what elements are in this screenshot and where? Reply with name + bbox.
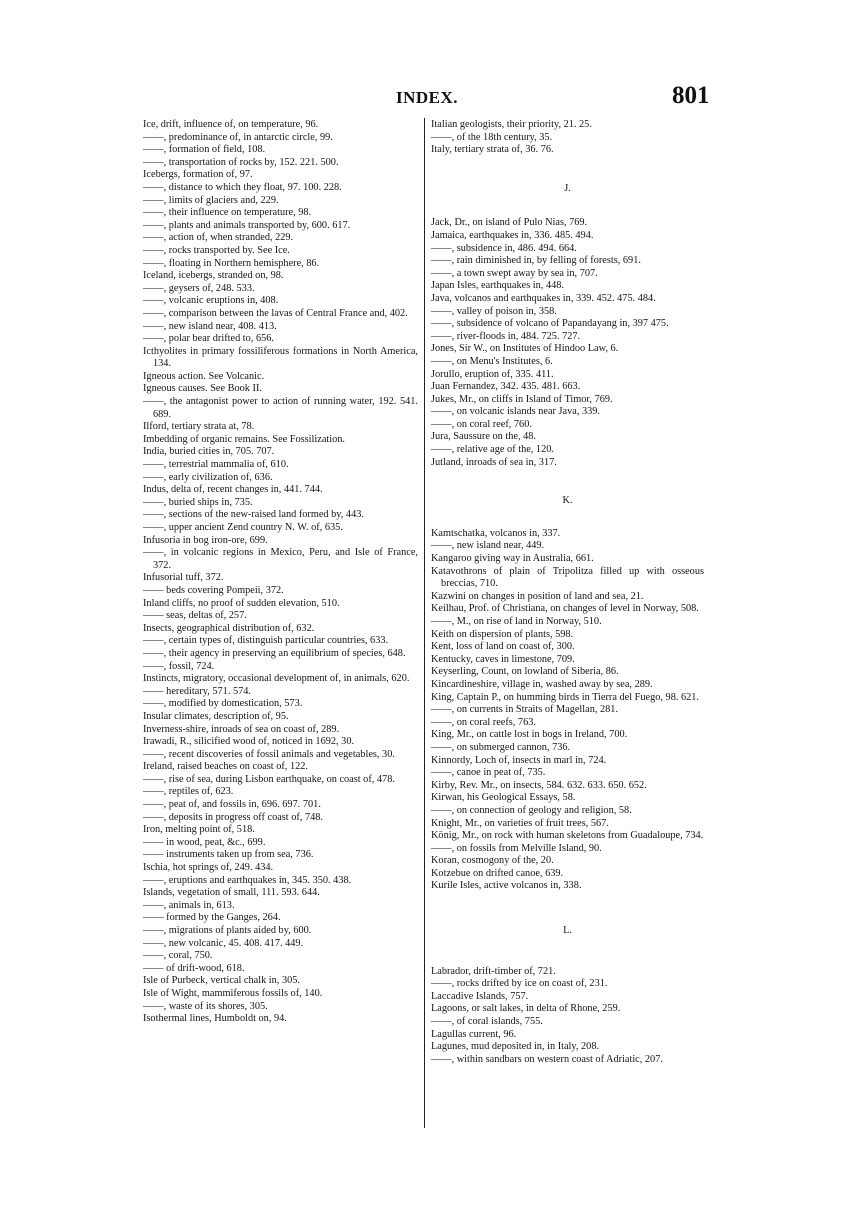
section-letter-heading: K. (562, 495, 573, 507)
index-entry: ——, transportation of rocks by, 152. 221. 500. (143, 156, 339, 168)
index-entry: ——, on volcanic islands near Java, 339. (431, 406, 600, 418)
index-entry: Lagoons, or salt lakes, in delta of Rhone, 259. (431, 1003, 621, 1015)
index-entry: —— formed by the Ganges, 264. (143, 912, 281, 924)
index-entry: Katavothrons of plain of Tripolitza filled up with osseous breccias, 710. (431, 565, 704, 590)
index-entry: Kirby, Rev. Mr., on insects, 584. 632. 633. 650. 652. (431, 779, 647, 791)
index-entry: Ireland, raised beaches on coast of, 122. (143, 761, 308, 773)
index-entry: Indus, delta of, recent changes in, 441. 744. (143, 484, 323, 496)
index-entry: ——, terrestrial mammalia of, 610. (143, 459, 289, 471)
index-entry: Islands, vegetation of small, 111. 593. 644. (143, 887, 320, 899)
index-entry: Isle of Wight, mammiferous fossils of, 140. (143, 987, 323, 999)
index-entry: ——, of coral islands, 755. (431, 1016, 543, 1028)
index-entry: India, buried cities in, 705. 707. (143, 446, 275, 458)
index-entry: Iceland, icebergs, stranded on, 98. (143, 270, 284, 282)
index-entry: ——, subsidence in, 486. 494. 664. (431, 242, 577, 254)
index-entry: ——, relative age of the, 120. (431, 444, 554, 456)
index-entry: ——, on Menu's Institutes, 6. (431, 355, 553, 367)
index-entry: Lagunes, mud deposited in, in Italy, 208. (431, 1041, 600, 1053)
index-entry: ——, sections of the new-raised land formed by, 443. (143, 509, 364, 521)
index-entry: ——, of the 18th century, 35. (431, 131, 553, 143)
index-entry: ——, geysers of, 248. 533. (143, 282, 255, 294)
index-entry: Keyserling, Count, on lowland of Siberia, 86. (431, 666, 619, 678)
index-entry: ——, limits of glaciers and, 229. (143, 194, 279, 206)
index-entry: Italian geologists, their priority, 21. 25. (431, 119, 592, 130)
index-entry: Infusoria in bog iron-ore, 699. (143, 534, 268, 546)
index-entry: Infusorial tuff, 372. (143, 572, 224, 584)
index-entry: ——, on coral reef, 760. (431, 418, 532, 430)
index-entry: ——, their agency in preserving an equilibrium of species, 648. (143, 647, 406, 659)
index-entry: ——, coral, 750. (143, 950, 213, 962)
index-entry: König, Mr., on rock with human skeletons from Guadaloupe, 734. (431, 830, 704, 842)
index-entry: ——, on submerged cannon, 736. (431, 741, 571, 753)
index-entry: ——, subsidence of volcano of Papandayang in, 397 475. (431, 318, 669, 330)
index-entry: Jura, Saussure on the, 48. (431, 431, 536, 443)
index-entry: ——, migrations of plants aided by, 600. (143, 925, 312, 936)
index-entry: Kamtschatka, volcanos in, 337. (431, 527, 561, 539)
index-entry: Jack, Dr., on island of Pulo Nias, 769. (431, 217, 588, 229)
index-entry: Ilford, tertiary strata at, 78. (143, 421, 255, 433)
index-entry: Iron, melting point of, 518. (143, 824, 255, 836)
index-entry: ——, recent discoveries of fossil animals and vegetables, 30. (143, 748, 395, 760)
index-entry: ——, in volcanic regions in Mexico, Peru, and Isle of France, 372. (143, 547, 418, 571)
index-entry: Kazwini on changes in position of land and sea, 21. (431, 590, 644, 602)
index-entry: Jones, Sir W., on Institutes of Hindoo Law, 6. (431, 343, 619, 355)
index-entry: Inverness-shire, inroads of sea on coast of, 289. (143, 723, 340, 735)
index-entry: ——, reptiles of, 623. (143, 786, 234, 798)
index-entry: ——, on coral reefs, 763. (431, 716, 536, 728)
index-entry: Igneous action. See Volcanic. (143, 370, 265, 382)
index-entry: ——, certain types of, distinguish particular countries, 633. (143, 635, 389, 647)
index-entry: —— in wood, peat, &c., 699. (143, 836, 266, 848)
index-entry: Jutland, inroads of sea in, 317. (431, 456, 557, 468)
index-entry: ——, new volcanic, 45. 408. 417. 449. (143, 937, 304, 949)
index-entry: ——, rocks transported by. See Ice. (143, 244, 290, 256)
index-entry: ——, floating in Northern hemisphere, 86. (143, 257, 320, 269)
index-entry: Irawadi, R., silicified wood of, noticed in 1692, 30. (143, 736, 355, 748)
index-entry: —— seas, deltas of, 257. (143, 610, 247, 622)
index-entry: Knight, Mr., on varieties of fruit trees, 567. (431, 817, 609, 829)
index-entry: Kinnordy, Loch of, insects in marl in, 724. (431, 754, 607, 766)
index-entry: ——, new island near, 408. 413. (143, 320, 277, 332)
index-entry: ——, action of, when stranded, 229. (143, 232, 294, 244)
index-entry: Igneous causes. See Book II. (143, 383, 262, 395)
index-entry: Koran, cosmogony of the, 20. (431, 855, 554, 867)
index-entry: ——, on connection of geology and religion, 58. (431, 804, 632, 816)
index-entry: ——, their influence on temperature, 98. (143, 207, 312, 219)
index-entry: Insects, geographical distribution of, 632. (143, 622, 315, 634)
index-entry: Kincardineshire, village in, washed away by sea, 289. (431, 678, 653, 690)
index-entry: King, Captain P., on humming birds in Tierra del Fuego, 98. 621. (431, 691, 700, 703)
index-entry: ——, animals in, 613. (143, 899, 235, 911)
index-entry: ——, on fossils from Melville Island, 90. (431, 842, 602, 854)
index-entry: Icebergs, formation of, 97. (143, 169, 253, 181)
index-entry: Isothermal lines, Humboldt on, 94. (143, 1013, 287, 1025)
index-entry: ——, waste of its shores, 305. (143, 1000, 268, 1012)
index-entry: —— of drift-wood, 618. (143, 962, 245, 974)
index-entry: ——, modified by domestication, 573. (143, 698, 303, 710)
index-column-left (143, 119, 418, 1026)
index-entry: Isle of Purbeck, vertical chalk in, 305. (143, 975, 300, 987)
index-entry: ——, upper ancient Zend country N. W. of, 635. (143, 522, 343, 533)
index-entry: ——, fossil, 724. (143, 660, 215, 672)
index-entry: Jamaica, earthquakes in, 336. 485. 494. (431, 229, 594, 241)
index-entry: ——, polar bear drifted to, 656. (143, 333, 274, 345)
index-entry: ——, formation of field, 108. (143, 144, 266, 156)
index-entry: ——, river-floods in, 484. 725. 727. (431, 330, 581, 342)
index-entry: ——, eruptions and earthquakes in, 345. 350. 438. (143, 874, 352, 886)
index-entry: Juan Fernandez, 342. 435. 481. 663. (431, 381, 581, 393)
index-entry: Kangaroo giving way in Australia, 661. (431, 553, 594, 565)
index-entry: Jorullo, eruption of, 335. 411. (431, 368, 554, 380)
index-column-right (431, 119, 704, 1066)
index-entry: ——, plants and animals transported by, 600. 617. (143, 219, 351, 231)
index-entry: Kentucky, caves in limestone, 709. (431, 653, 575, 665)
index-entry: Lagullas current, 96. (431, 1028, 517, 1040)
index-entry: Ischia, hot springs of, 249. 434. (143, 862, 274, 874)
index-entry: Keith on dispersion of plants, 598. (431, 628, 574, 640)
index-entry: ——, buried ships in, 735. (143, 496, 253, 508)
index-entry: ——, rocks drifted by ice on coast of, 231. (431, 978, 608, 990)
index-entry: —— hereditary, 571. 574. (143, 685, 251, 697)
index-entry: ——, M., on rise of land in Norway, 510. (431, 616, 602, 627)
index-entry: Insular climates, description of, 95. (143, 710, 289, 722)
index-entry: Inland cliffs, no proof of sudden elevation, 510. (143, 597, 340, 609)
index-entry: Icthyolites in primary fossiliferous formations in North America, 134. (143, 345, 418, 370)
index-entry: ——, rise of sea, during Lisbon earthquake, on coast of, 478. (143, 773, 395, 785)
index-entry: ——, volcanic eruptions in, 408. (143, 295, 279, 307)
index-entry: ——, deposits in progress off coast of, 748. (143, 811, 323, 823)
index-entry: Italy, tertiary strata of, 36. 76. (431, 144, 554, 156)
index-entry: Keilhau, Prof. of Christiana, on changes of level in Norway, 508. (431, 603, 699, 615)
index-entry: ——, distance to which they float, 97. 100. 228. (143, 181, 342, 193)
column-divider (424, 118, 425, 1128)
index-entry: ——, on currents in Straits of Magellan, 281. (431, 704, 619, 716)
index-entry: Japan Isles, earthquakes in, 448. (431, 280, 564, 292)
index-entry: Kurile Isles, active volcanos in, 338. (431, 880, 582, 892)
index-entry: ——, new island near, 449. (431, 540, 545, 552)
index-entry: ——, rain diminished in, by felling of forests, 691. (431, 255, 641, 267)
index-entry: ——, peat of, and fossils in, 696. 697. 701. (143, 799, 321, 811)
index-entry: Ice, drift, influence of, on temperature, 96. (143, 119, 319, 130)
section-letter-heading: J. (564, 182, 571, 194)
index-entry: —— instruments taken up from sea, 736. (143, 849, 314, 861)
index-entry: ——, a town swept away by sea in, 707. (431, 267, 598, 279)
index-entry: ——, canoe in peat of, 735. (431, 767, 546, 779)
index-entry: —— beds covering Pompeii, 372. (143, 584, 284, 596)
index-entry: Java, volcanos and earthquakes in, 339. 452. 475. 484. (431, 292, 656, 304)
index-entry: Kent, loss of land on coast of, 300. (431, 641, 575, 653)
index-entry: ——, comparison between the lavas of Central France and, 402. (143, 307, 408, 319)
index-entry: Instincts, migratory, occasional development of, in animals, 620. (143, 673, 410, 685)
page-number: 801 (672, 82, 710, 109)
index-entry: Imbedding of organic remains. See Fossilization. (143, 433, 345, 445)
index-entry: Jukes, Mr., on cliffs in Island of Timor, 769. (431, 393, 613, 405)
index-entry: ——, valley of poison in, 358. (431, 305, 557, 317)
index-entry: Laccadive Islands, 757. (431, 990, 529, 1002)
running-header-title: INDEX. (396, 88, 459, 107)
index-entry: Labrador, drift-timber of, 721. (431, 965, 556, 977)
index-entry: ——, early civilization of, 636. (143, 471, 273, 483)
index-entry: ——, within sandbars on western coast of Adriatic, 207. (431, 1053, 663, 1065)
index-entry: Kirwan, his Geological Essays, 58. (431, 792, 576, 804)
index-entry: King, Mr., on cattle lost in bogs in Ireland, 700. (431, 729, 628, 741)
index-entry: ——, the antagonist power to action of running water, 192. 541. 689. (143, 396, 418, 420)
section-letter-heading: L. (563, 925, 572, 937)
index-entry: ——, predominance of, in antarctic circle, 99. (143, 131, 333, 143)
index-entry: Kotzebue on drifted canoe, 639. (431, 867, 564, 879)
